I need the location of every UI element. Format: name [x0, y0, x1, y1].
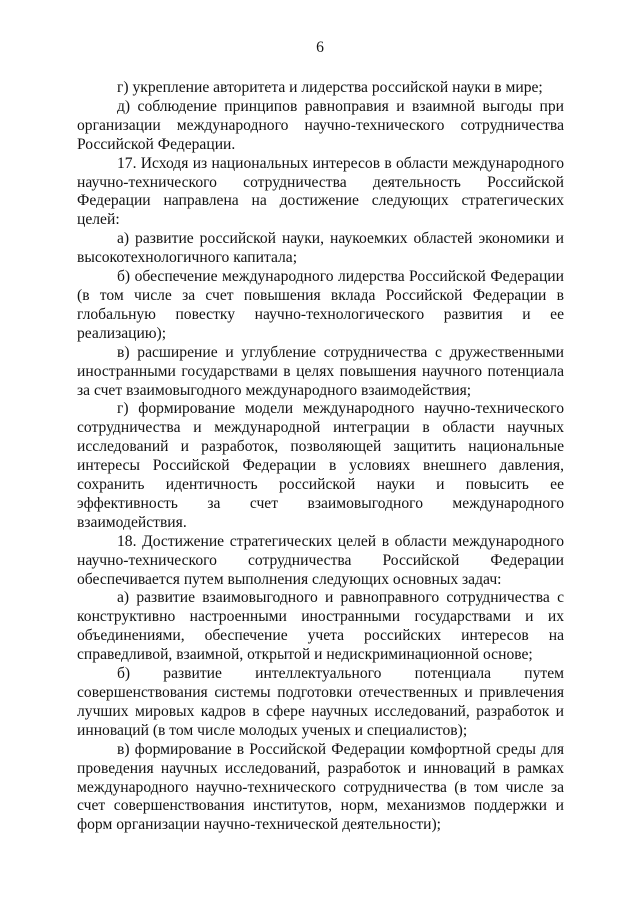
paragraph-item-d-equality: д) соблюдение принципов равноправия и взаимной выгоды при организации международного научно-технического сотрудничества Российской Федерации.	[77, 97, 564, 153]
paragraph-goal-v: в) расширение и углубление сотрудничества с дружественными иностранными государствами в целях повышения научного потенциала за счет взаимовыгодного международного взаимодействия;	[77, 343, 564, 399]
paragraph-section-17: 17. Исходя из национальных интересов в области международного научно-технического сотрудничества деятельность Российской Федерации направлена на достижение следующих стратегических целей:	[77, 154, 564, 229]
paragraph-section-18: 18. Достижение стратегических целей в области международного научно-технического сотрудничества Российской Федерации обеспечивается путем выполнения следующих основных задач:	[77, 532, 564, 588]
paragraph-goal-b: б) обеспечение международного лидерства Российской Федерации (в том числе за счет повышения вклада Российской Федерации в глобальную повестку научно-технологического развития и ее реализацию);	[77, 268, 564, 342]
paragraph-goal-g: г) формирование модели международного научно-технического сотрудничества и международной интеграции в области научных исследований и разработок, позволяющей защитить национальные интересы Российской Федерации в условиях внешнего давления, сохранить идентичность российской науки и повысить ее эффективность за счет взаимовыгодного международного взаимодействия.	[77, 400, 564, 531]
paragraph-goal-a: а) развитие российской науки, наукоемких областей экономики и высокотехнологичного капитала;	[77, 230, 564, 267]
page-number: 6	[316, 39, 324, 56]
document-body	[77, 79, 564, 835]
paragraph-task-b: б) развитие интеллектуального потенциала путем совершенствования системы подготовки отечественных и привлечения лучших мировых кадров в сфере научных исследований, разработок и инноваций (в том числе молодых ученых и специалистов);	[77, 665, 564, 739]
paragraph-task-v: в) формирование в Российской Федерации комфортной среды для проведения научных исследований, разработок и инноваций в рамках международного научно-технического сотрудничества (в том числе за счет совершенствования институтов, норм, механизмов поддержки и форм организации научно-технической деятельности);	[77, 740, 564, 834]
paragraph-task-a: а) развитие взаимовыгодного и равноправного сотрудничества с конструктивно настроенными иностранными государствами и их объединениями, обеспечение учета российских интересов на справедливой, взаимной, открытой и недискриминационной основе;	[77, 589, 564, 664]
paragraph-item-g-authority: г) укрепление авторитета и лидерства российской науки в мире;	[117, 79, 543, 96]
